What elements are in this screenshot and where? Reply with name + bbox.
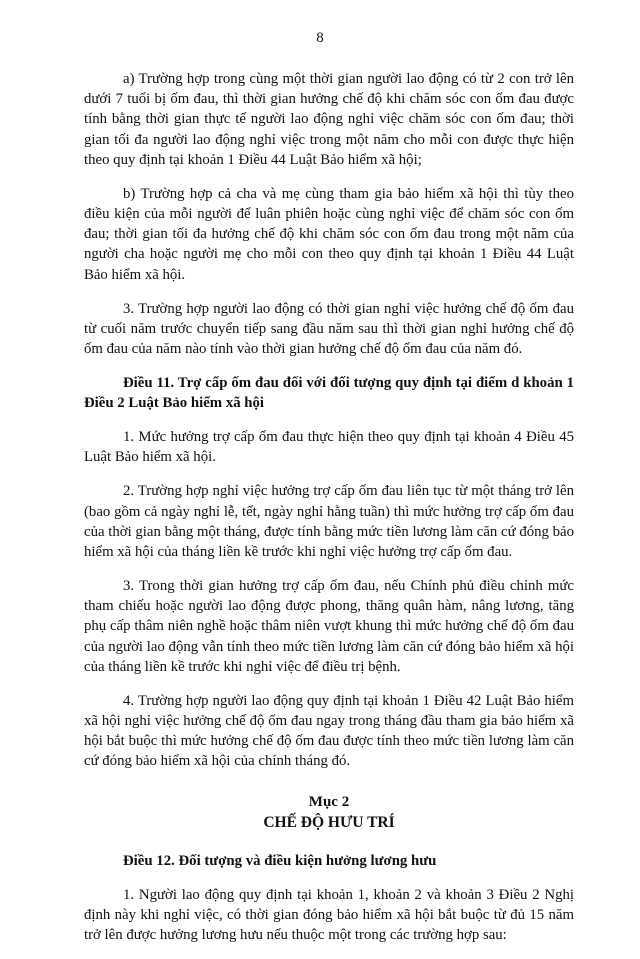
paragraph-clause-3: 3. Trường hợp người lao động có thời gian nghỉ việc hưởng chế độ ốm đau từ cuối năm trước chuyển tiếp sang đầu năm sau thì thời gian nghỉ hưởng chế độ ốm đau của năm nào tính vào thời gian hưởng chế độ ốm đau của năm đó. xyxy=(84,300,574,358)
paragraph-point-b: b) Trường hợp cả cha và mẹ cùng tham gia bảo hiểm xã hội thì tùy theo điều kiện của mỗi người để luân phiên hoặc cùng nghỉ việc để chăm sóc con ốm đau; thời gian tối đa hưởng chế độ khi chăm sóc con ốm đau trong một năm của người cha hoặc người mẹ cho mỗi con theo quy định tại khoản 1 Điều 44 Luật Bảo hiểm xã hội. xyxy=(84,185,574,283)
document-body xyxy=(84,69,574,959)
page-number: 8 xyxy=(316,30,324,46)
article-11-heading: Điều 11. Trợ cấp ốm đau đối với đối tượng quy định tại điểm d khoản 1 Điều 2 Luật Bảo hiểm xã hội xyxy=(84,375,574,412)
article-12-heading: Điều 12. Đối tượng và điều kiện hưởng lương hưu xyxy=(123,852,437,869)
paragraph-point-a: a) Trường hợp trong cùng một thời gian người lao động có từ 2 con trở lên dưới 7 tuổi bị ốm đau, thì thời gian hưởng chế độ khi chăm sóc con ốm đau được tính bằng thời gian thực tế người lao động nghỉ việc chăm sóc con ốm đau; thời gian tối đa người lao động nghỉ việc trong một năm cho mỗi con được thực hiện theo quy định tại khoản 1 Điều 44 Luật Bảo hiểm xã hội; xyxy=(84,71,574,168)
article-11-clause-4: 4. Trường hợp người lao động quy định tại khoản 1 Điều 42 Luật Bảo hiểm xã hội nghỉ việc hưởng chế độ ốm đau ngay trong tháng đầu tham gia bảo hiểm xã hội bắt buộc thì mức hưởng chế độ ốm đau được tính theo mức tiền lương làm căn cứ đóng bảo hiểm xã hội của chính tháng đó. xyxy=(84,692,574,770)
section-label: Mục 2 xyxy=(308,793,350,810)
section-title: CHẾ ĐỘ HƯU TRÍ xyxy=(263,813,395,831)
article-12-clause-1: 1. Người lao động quy định tại khoản 1, khoản 2 và khoản 3 Điều 2 Nghị định này khi nghỉ việc, có thời gian đóng bảo hiểm xã hội bắt buộc từ đủ 15 năm trở lên được hưởng lương hưu nếu thuộc một trong các trường hợp sau: xyxy=(84,886,574,944)
article-11-clause-1: 1. Mức hưởng trợ cấp ốm đau thực hiện theo quy định tại khoản 4 Điều 45 Luật Bảo hiểm xã hội. xyxy=(84,429,574,466)
article-11-clause-2: 2. Trường hợp nghỉ việc hưởng trợ cấp ốm đau liên tục từ một tháng trở lên (bao gồm cả ngày nghỉ lễ, tết, ngày nghỉ hằng tuần) thì mức hưởng trợ cấp ốm đau của thời gian bằng một tháng, được tính bằng mức tiền lương làm căn cứ đóng bảo hiểm xã hội của tháng liền kề trước khi nghỉ việc hưởng trợ cấp ốm đau. xyxy=(84,483,574,561)
article-11-clause-3: 3. Trong thời gian hưởng trợ cấp ốm đau, nếu Chính phủ điều chỉnh mức tham chiếu hoặc người lao động được phong, thăng quân hàm, nâng lương, tăng phụ cấp thâm niên nghề hoặc thâm niên vượt khung thì mức hưởng chế độ ốm đau của người lao động vẫn tính theo mức tiền lương làm căn cứ đóng bảo hiểm xã hội của tháng liền kề trước khi nghỉ việc để điều trị bệnh. xyxy=(84,578,574,675)
